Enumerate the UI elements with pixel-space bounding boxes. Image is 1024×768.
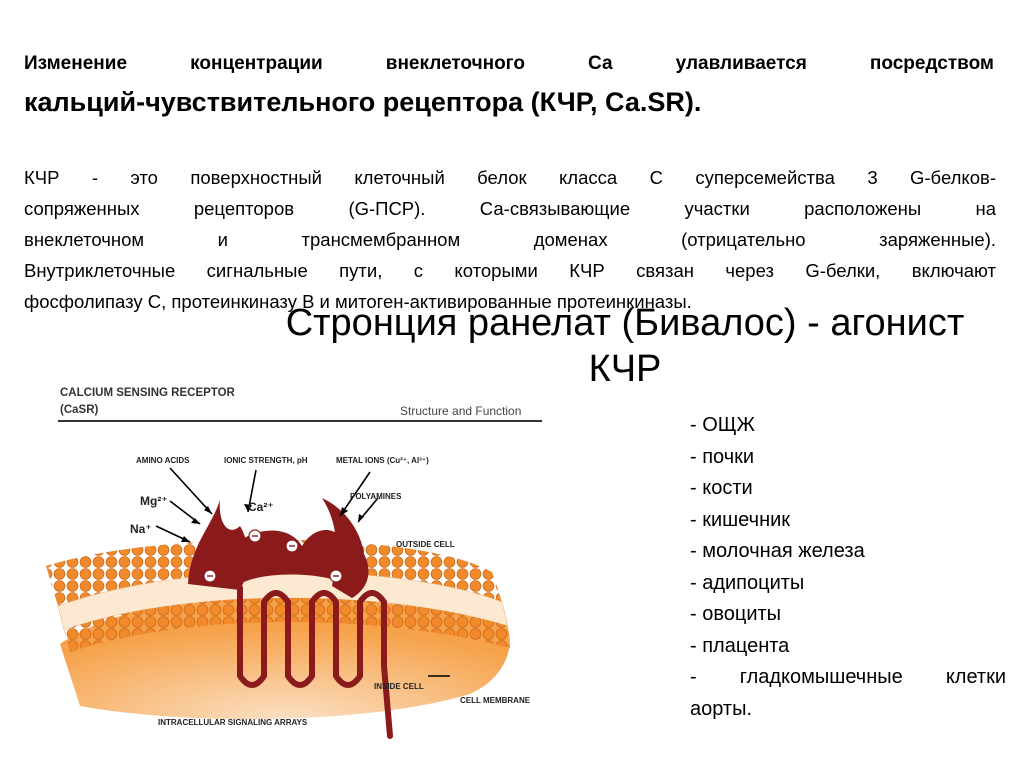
list-item: - овоциты <box>690 603 782 625</box>
list-item: - кишечник <box>690 508 791 531</box>
label-ca: Ca²⁺ <box>248 500 274 514</box>
list-item: - молочная железа <box>690 540 865 562</box>
list-item: - адипоциты <box>690 571 805 594</box>
label-na: Na⁺ <box>130 522 152 536</box>
figure-rule <box>58 420 542 422</box>
label-inside-cell: INSIDE CELL <box>374 682 424 691</box>
paragraph-line-2: сопряженных рецепторов (G-ПСР). Са-связывающие участки расположены на <box>24 198 996 219</box>
figure-title: CALCIUM SENSING RECEPTOR <box>60 387 235 399</box>
label-outside-cell: OUTSIDE CELL <box>396 540 455 549</box>
paragraph-line-3: внеклеточном и трансмембранном доменах (отрицательно заряженные). <box>24 229 996 250</box>
label-ionic-strength: IONIC STRENGTH, pH <box>224 456 308 465</box>
paragraph-line-1: КЧР - это поверхностный клеточный белок класса С суперсемейства 3 G-белков- <box>24 167 996 188</box>
figure-title-abbrev: (CaSR) <box>60 404 99 416</box>
label-cell-membrane: CELL MEMBRANE <box>460 696 531 705</box>
expression-sites-list <box>690 410 1006 725</box>
list-item: - почки <box>690 445 755 468</box>
paragraph-line-4: Внутриклеточные сигнальные пути, с которыми КЧР связан через G-белки, включают <box>24 260 996 281</box>
list-item: - кости <box>690 477 753 499</box>
agonist-note-line-2: КЧР <box>588 348 662 390</box>
casr-diagram-graphic <box>40 376 560 744</box>
list-item: - гладкомышечные клетки <box>690 666 1006 688</box>
agonist-note <box>240 300 1010 392</box>
list-item: - плацента <box>690 634 790 657</box>
casr-diagram <box>40 376 560 744</box>
list-item: аорты. <box>690 697 753 720</box>
paragraph-line-5: фосфолипазу С, протеинкиназу В и митоген-активированные протеинкиназы. <box>24 291 692 312</box>
label-polyamines: POLYAMINES <box>350 492 402 501</box>
label-amino-acids: AMINO ACIDS <box>136 456 190 465</box>
description-paragraph <box>24 162 996 317</box>
list-item: - ОЩЖ <box>690 414 755 436</box>
heading-line-2: кальций-чувствительного рецептора (КЧР, Са.SR). <box>24 87 702 117</box>
label-metal-ions: METAL IONS (Cu²⁺, Al³⁺) <box>336 456 429 465</box>
figure-subtitle: Structure and Function <box>400 404 522 418</box>
agonist-note-line-1: Стронция ранелат (Бивалос) - агонист <box>285 302 965 344</box>
label-mg: Mg²⁺ <box>140 494 168 508</box>
label-intracellular-arrays: INTRACELLULAR SIGNALING ARRAYS <box>158 718 308 727</box>
heading-line-1: Изменение концентрации внеклеточного Са улавливается посредством <box>24 53 994 74</box>
